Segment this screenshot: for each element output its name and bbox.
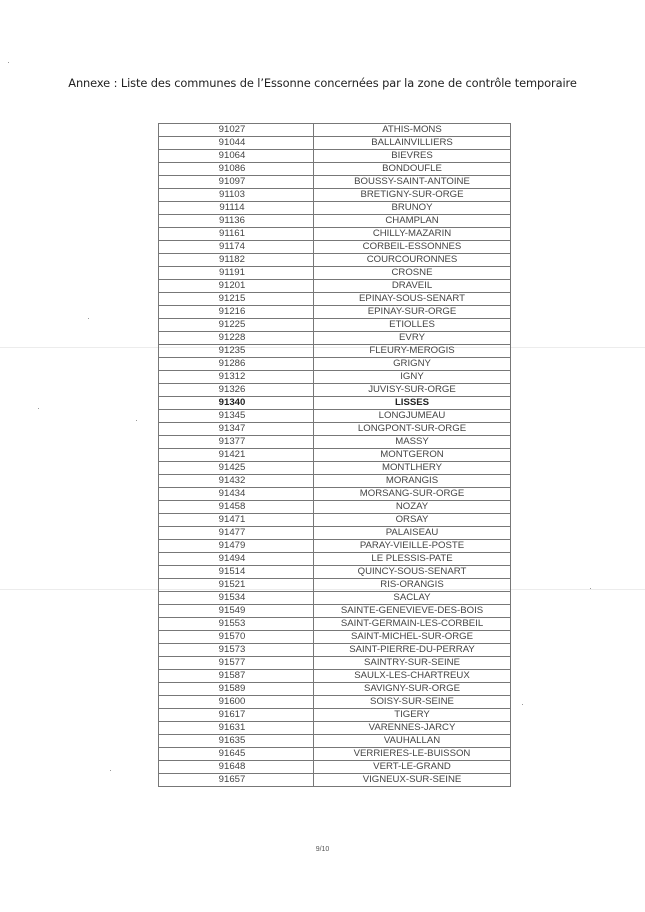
commune-code-cell: 91044 — [159, 137, 314, 150]
commune-name-cell: SAINT-GERMAIN-LES-CORBEIL — [314, 618, 511, 631]
table-row — [159, 280, 511, 293]
commune-code-cell: 91657 — [159, 774, 314, 787]
table-row — [159, 683, 511, 696]
commune-code-cell: 91570 — [159, 631, 314, 644]
commune-name-cell: VERRIERES-LE-BUISSON — [314, 748, 511, 761]
commune-code-cell: 91587 — [159, 670, 314, 683]
commune-code-cell: 91103 — [159, 189, 314, 202]
table-row — [159, 618, 511, 631]
commune-name-cell: PARAY-VIEILLE-POSTE — [314, 540, 511, 553]
table-row — [159, 384, 511, 397]
scan-speck — [590, 588, 591, 589]
table-row — [159, 436, 511, 449]
table-row — [159, 501, 511, 514]
commune-code-cell: 91182 — [159, 254, 314, 267]
table-row — [159, 657, 511, 670]
communes-table-body — [159, 124, 511, 787]
commune-name-cell: ETIOLLES — [314, 319, 511, 332]
commune-name-cell: NOZAY — [314, 501, 511, 514]
commune-name-cell: PALAISEAU — [314, 527, 511, 540]
table-row — [159, 150, 511, 163]
table-row — [159, 553, 511, 566]
table-row — [159, 514, 511, 527]
scan-speck — [88, 318, 89, 319]
commune-name-cell: MORSANG-SUR-ORGE — [314, 488, 511, 501]
commune-code-cell: 91161 — [159, 228, 314, 241]
commune-code-cell: 91553 — [159, 618, 314, 631]
commune-code-cell: 91521 — [159, 579, 314, 592]
commune-name-cell: COURCOURONNES — [314, 254, 511, 267]
page-title: Annexe : Liste des communes de l’Essonne concernées par la zone de contrôle temporaire — [68, 76, 577, 90]
commune-name-cell: LONGJUMEAU — [314, 410, 511, 423]
commune-code-cell: 91201 — [159, 280, 314, 293]
commune-code-cell: 91479 — [159, 540, 314, 553]
scan-speck — [522, 704, 523, 705]
commune-code-cell: 91600 — [159, 696, 314, 709]
commune-name-cell: SAINTE-GENEVIEVE-DES-BOIS — [314, 605, 511, 618]
commune-code-cell: 91312 — [159, 371, 314, 384]
table-row — [159, 228, 511, 241]
commune-name-cell: SAULX-LES-CHARTREUX — [314, 670, 511, 683]
table-row — [159, 124, 511, 137]
table-row — [159, 189, 511, 202]
commune-code-cell: 91477 — [159, 527, 314, 540]
table-row — [159, 527, 511, 540]
commune-code-cell: 91286 — [159, 358, 314, 371]
commune-name-cell: GRIGNY — [314, 358, 511, 371]
table-row — [159, 748, 511, 761]
scan-speck — [8, 62, 9, 63]
table-row — [159, 293, 511, 306]
commune-name-cell: CORBEIL-ESSONNES — [314, 241, 511, 254]
commune-name-cell: BRUNOY — [314, 202, 511, 215]
commune-code-cell: 91421 — [159, 449, 314, 462]
table-row — [159, 488, 511, 501]
commune-name-cell: EPINAY-SOUS-SENART — [314, 293, 511, 306]
commune-name-cell: BOUSSY-SAINT-ANTOINE — [314, 176, 511, 189]
table-row — [159, 735, 511, 748]
commune-name-cell: SAINT-MICHEL-SUR-ORGE — [314, 631, 511, 644]
commune-code-cell: 91326 — [159, 384, 314, 397]
table-row — [159, 241, 511, 254]
commune-name-cell: LE PLESSIS-PATE — [314, 553, 511, 566]
commune-name-cell: SOISY-SUR-SEINE — [314, 696, 511, 709]
commune-name-cell: VERT-LE-GRAND — [314, 761, 511, 774]
scan-speck — [110, 770, 111, 771]
table-row — [159, 644, 511, 657]
table-row — [159, 176, 511, 189]
commune-code-cell: 91228 — [159, 332, 314, 345]
table-row — [159, 215, 511, 228]
table-row — [159, 761, 511, 774]
table-row — [159, 163, 511, 176]
commune-code-cell: 91534 — [159, 592, 314, 605]
table-row — [159, 332, 511, 345]
commune-code-cell: 91635 — [159, 735, 314, 748]
commune-name-cell: BRETIGNY-SUR-ORGE — [314, 189, 511, 202]
commune-code-cell: 91225 — [159, 319, 314, 332]
commune-code-cell: 91114 — [159, 202, 314, 215]
commune-name-cell: DRAVEIL — [314, 280, 511, 293]
commune-name-cell: MONTGERON — [314, 449, 511, 462]
table-row — [159, 254, 511, 267]
table-row — [159, 462, 511, 475]
commune-code-cell: 91345 — [159, 410, 314, 423]
table-row — [159, 137, 511, 150]
commune-code-cell: 91347 — [159, 423, 314, 436]
commune-code-cell: 91136 — [159, 215, 314, 228]
commune-code-cell: 91064 — [159, 150, 314, 163]
commune-code-cell: 91425 — [159, 462, 314, 475]
table-row — [159, 709, 511, 722]
commune-name-cell: BALLAINVILLIERS — [314, 137, 511, 150]
commune-code-cell: 91097 — [159, 176, 314, 189]
table-row — [159, 319, 511, 332]
commune-name-cell: SACLAY — [314, 592, 511, 605]
commune-code-cell: 91458 — [159, 501, 314, 514]
commune-name-cell: VAUHALLAN — [314, 735, 511, 748]
table-row — [159, 722, 511, 735]
commune-name-cell: EVRY — [314, 332, 511, 345]
table-row — [159, 670, 511, 683]
table-row — [159, 371, 511, 384]
commune-name-cell: BONDOUFLE — [314, 163, 511, 176]
commune-code-cell: 91191 — [159, 267, 314, 280]
commune-name-cell: RIS-ORANGIS — [314, 579, 511, 592]
commune-name-cell: CHAMPLAN — [314, 215, 511, 228]
commune-code-cell: 91340 — [159, 397, 314, 410]
commune-name-cell: VIGNEUX-SUR-SEINE — [314, 774, 511, 787]
scan-speck — [136, 420, 137, 421]
commune-code-cell: 91573 — [159, 644, 314, 657]
commune-name-cell: JUVISY-SUR-ORGE — [314, 384, 511, 397]
table-row — [159, 267, 511, 280]
commune-name-cell: BIEVRES — [314, 150, 511, 163]
commune-name-cell: TIGERY — [314, 709, 511, 722]
table-row — [159, 579, 511, 592]
table-row — [159, 475, 511, 488]
commune-name-cell: CROSNE — [314, 267, 511, 280]
commune-code-cell: 91514 — [159, 566, 314, 579]
commune-code-cell: 91549 — [159, 605, 314, 618]
commune-name-cell: SAVIGNY-SUR-ORGE — [314, 683, 511, 696]
table-row — [159, 345, 511, 358]
commune-code-cell: 91577 — [159, 657, 314, 670]
table-row — [159, 566, 511, 579]
table-row — [159, 696, 511, 709]
table-row — [159, 397, 511, 410]
commune-code-cell: 91471 — [159, 514, 314, 527]
commune-code-cell: 91377 — [159, 436, 314, 449]
commune-name-cell: VARENNES-JARCY — [314, 722, 511, 735]
commune-code-cell: 91589 — [159, 683, 314, 696]
table-row — [159, 202, 511, 215]
commune-code-cell: 91617 — [159, 709, 314, 722]
communes-table — [158, 123, 511, 787]
scan-speck — [38, 408, 39, 409]
commune-name-cell: CHILLY-MAZARIN — [314, 228, 511, 241]
commune-name-cell: EPINAY-SUR-ORGE — [314, 306, 511, 319]
commune-code-cell: 91432 — [159, 475, 314, 488]
commune-code-cell: 91174 — [159, 241, 314, 254]
commune-code-cell: 91216 — [159, 306, 314, 319]
commune-name-cell: SAINTRY-SUR-SEINE — [314, 657, 511, 670]
table-row — [159, 631, 511, 644]
commune-name-cell: MONTLHERY — [314, 462, 511, 475]
table-row — [159, 774, 511, 787]
commune-code-cell: 91027 — [159, 124, 314, 137]
table-row — [159, 605, 511, 618]
commune-name-cell: FLEURY-MEROGIS — [314, 345, 511, 358]
commune-name-cell: LONGPONT-SUR-ORGE — [314, 423, 511, 436]
commune-code-cell: 91648 — [159, 761, 314, 774]
commune-code-cell: 91086 — [159, 163, 314, 176]
commune-name-cell: ORSAY — [314, 514, 511, 527]
commune-name-cell: SAINT-PIERRE-DU-PERRAY — [314, 644, 511, 657]
table-row — [159, 306, 511, 319]
table-row — [159, 358, 511, 371]
commune-code-cell: 91494 — [159, 553, 314, 566]
page-number: 9/10 — [315, 846, 330, 853]
table-row — [159, 592, 511, 605]
commune-name-cell: MASSY — [314, 436, 511, 449]
commune-code-cell: 91434 — [159, 488, 314, 501]
commune-code-cell: 91645 — [159, 748, 314, 761]
commune-name-cell: MORANGIS — [314, 475, 511, 488]
table-row — [159, 410, 511, 423]
commune-name-cell: IGNY — [314, 371, 511, 384]
commune-name-cell: QUINCY-SOUS-SENART — [314, 566, 511, 579]
commune-name-cell: LISSES — [314, 397, 511, 410]
table-row — [159, 449, 511, 462]
table-row — [159, 540, 511, 553]
commune-code-cell: 91235 — [159, 345, 314, 358]
commune-name-cell: ATHIS-MONS — [314, 124, 511, 137]
table-row — [159, 423, 511, 436]
commune-code-cell: 91215 — [159, 293, 314, 306]
commune-code-cell: 91631 — [159, 722, 314, 735]
